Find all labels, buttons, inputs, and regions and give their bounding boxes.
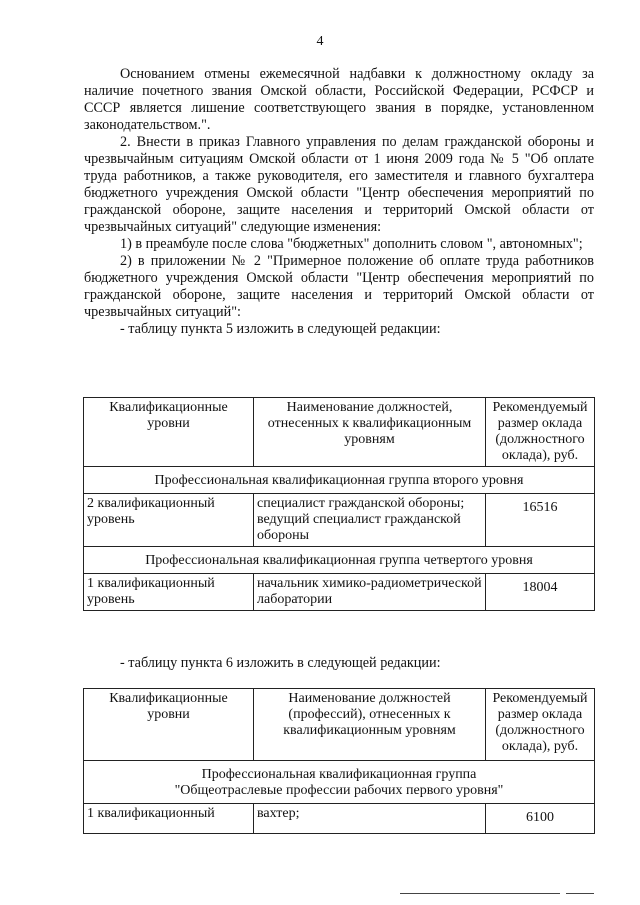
footer-rule xyxy=(400,893,560,894)
header-qualification-levels: Квалификационные уровни xyxy=(84,689,254,761)
group-general-workers xyxy=(84,761,595,804)
group-row xyxy=(84,467,595,494)
position-cell xyxy=(254,494,486,547)
group-title: Профессиональная квалификационная группа xyxy=(201,767,477,782)
salary-table-item5 xyxy=(83,397,595,611)
table-row xyxy=(84,574,595,611)
table-row xyxy=(84,494,595,547)
qualification-level-cell: 1 квалификационный уровень xyxy=(84,574,254,611)
salary-cell: 18004 xyxy=(486,574,595,611)
group-fourth-level: Профессиональная квалификационная группа четвертого уровня xyxy=(84,547,595,574)
paragraph-subitem-1: 1) в преамбуле после слова "бюджетных" дополнить словом ", автономных"; xyxy=(120,236,583,252)
paragraph-table5-intro: - таблицу пункта 5 изложить в следующей редакции: xyxy=(120,321,441,337)
header-qualification-levels: Квалификационные уровни xyxy=(84,398,254,467)
paragraph-subitem-2: 2) в приложении № 2 "Примерное положение об оплате труда работников бюджетного учреждения Омской области "Центр обеспечения мероприятий по гражданской обороне, защите населения и территорий Омской области от чрезвычайных ситуаций": xyxy=(84,253,594,320)
position-cell: начальник химико-радиометрической лаборатории xyxy=(254,574,486,611)
salary-cell: 16516 xyxy=(486,494,595,547)
paragraph-item-2: 2. Внести в приказ Главного управления по делам гражданской обороны и чрезвычайным ситуациям Омской области от 1 июня 2009 года № 5 "Об оплате труда работников, а также руководителя, его заместителя и главного бухгалтера бюджетного учреждения Омской области "Центр обеспечения мероприятий по гражданской обороне, защите населения и территорий Омской области от чрезвычайных ситуаций" следующие изменения: xyxy=(84,134,594,235)
qualification-level-cell: 2 квалификационный уровень xyxy=(84,494,254,547)
table-row xyxy=(84,804,595,834)
position-name: специалист гражданской обороны; xyxy=(257,496,465,511)
salary-cell: 6100 xyxy=(486,804,595,834)
position-name: ведущий специалист гражданской обороны xyxy=(257,512,461,543)
group-row xyxy=(84,761,595,804)
header-position-names: Наименование должностей, отнесенных к квалификационным уровням xyxy=(254,398,486,467)
header-recommended-salary: Рекомендуемый размер оклада (должностного оклада), руб. xyxy=(486,398,595,467)
body-text xyxy=(84,66,594,338)
group-row xyxy=(84,547,595,574)
footer-rule xyxy=(566,893,594,894)
header-recommended-salary: Рекомендуемый размер оклада (должностного оклада), руб. xyxy=(486,689,595,761)
qualification-level-cell: 1 квалификационный xyxy=(84,804,254,834)
paragraph-table6-intro: - таблицу пункта 6 изложить в следующей редакции: xyxy=(120,655,441,671)
page-number: 4 xyxy=(316,34,324,49)
group-second-level: Профессиональная квалификационная группа второго уровня xyxy=(84,467,595,494)
table-header-row xyxy=(84,398,595,467)
salary-table-item6 xyxy=(83,688,595,834)
paragraph-abolition-basis: Основанием отмены ежемесячной надбавки к должностному окладу за наличие почетного звания Омской области, Российской Федерации, РСФСР и СССР является лишение соответствующего звания в порядке, установленном законодательством.". xyxy=(84,66,594,133)
table-header-row xyxy=(84,689,595,761)
group-subtitle: "Общеотраслевые профессии рабочих первого уровня" xyxy=(174,783,504,798)
position-cell: вахтер; xyxy=(254,804,486,834)
header-position-names: Наименование должностей (профессий), отнесенных к квалификационным уровням xyxy=(254,689,486,761)
